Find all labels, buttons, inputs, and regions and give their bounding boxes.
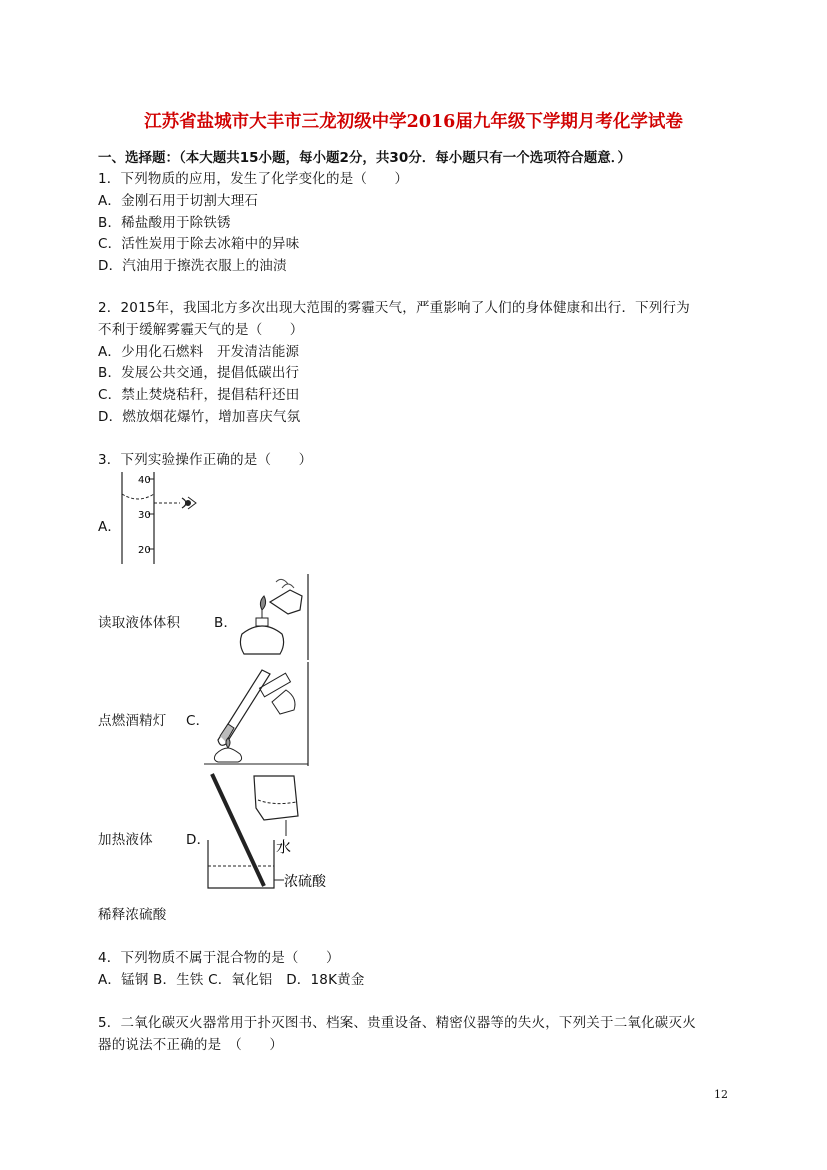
q3-stem: 3．下列实验操作正确的是（ ） <box>98 452 313 468</box>
q1-option-a: A．金刚石用于切割大理石 <box>98 193 259 209</box>
exam-title: 江苏省盐城市大丰市三龙初级中学2016届九年级下学期月考化学试卷 <box>144 112 683 132</box>
water-label: 水 <box>276 838 292 856</box>
q2-option-a: A．少用化石燃料 开发清洁能源 <box>98 344 300 360</box>
q3-c-caption: 加热液体 <box>98 832 153 848</box>
q4-options: A．锰钢 B．生铁 C．氧化铝 D．18K黄金 <box>98 972 365 988</box>
q1-stem: 1．下列物质的应用，发生了化学变化的是（ ） <box>98 171 409 187</box>
section-heading: 一、选择题：（本大题共15小题，每小题2分，共30分．每小题只有一个选项符合题意．） <box>98 150 631 166</box>
q2-option-c: C．禁止焚烧秸秆，提倡秸秆还田 <box>98 387 300 403</box>
page-number: 12 <box>714 1088 728 1101</box>
q3-option-a-label: A． <box>98 519 122 535</box>
q4-stem: 4．下列物质不属于混合物的是（ ） <box>98 950 340 966</box>
q3-b-caption: 点燃酒精灯 <box>98 713 167 729</box>
dilute-acid-figure <box>204 770 344 894</box>
q3-option-d-label: D． <box>186 832 211 848</box>
acid-label: 浓硫酸 <box>284 874 326 890</box>
cylinder-tick-20: 20 <box>138 545 151 556</box>
q3-option-c-label: C． <box>186 713 210 729</box>
q3-option-b-label: B． <box>214 615 238 631</box>
q5-stem-line2: 器的说法不正确的是 （ ） <box>98 1037 284 1053</box>
cylinder-tick-40: 40 <box>138 475 151 486</box>
eye-icon <box>182 497 196 509</box>
alcohol-lamp-figure <box>230 574 310 660</box>
heating-liquid-figure <box>202 662 310 766</box>
q2-option-d: D．燃放烟花爆竹，增加喜庆气氛 <box>98 409 301 425</box>
q2-option-b: B．发展公共交通，提倡低碳出行 <box>98 365 300 381</box>
q1-option-c: C．活性炭用于除去冰箱中的异味 <box>98 236 300 252</box>
q2-stem-line1: 2．2015年，我国北方多次出现大范围的雾霾天气，严重影响了人们的身体健康和出行．下列行为 <box>98 300 690 316</box>
q1-option-b: B．稀盐酸用于除铁锈 <box>98 215 231 231</box>
q1-option-d: D．汽油用于擦洗衣服上的油渍 <box>98 258 287 274</box>
q2-stem-line2: 不利于缓解雾霾天气的是（ ） <box>98 322 304 338</box>
graduated-cylinder-figure <box>118 468 208 568</box>
q3-a-caption: 读取液体体积 <box>98 615 181 631</box>
cylinder-tick-30: 30 <box>138 510 151 521</box>
q5-stem-line1: 5．二氧化碳灭火器常用于扑灭图书、档案、贵重设备、精密仪器等的失火，下列关于二氧化碳灭火 <box>98 1015 696 1031</box>
q3-d-caption: 稀释浓硫酸 <box>98 907 167 923</box>
